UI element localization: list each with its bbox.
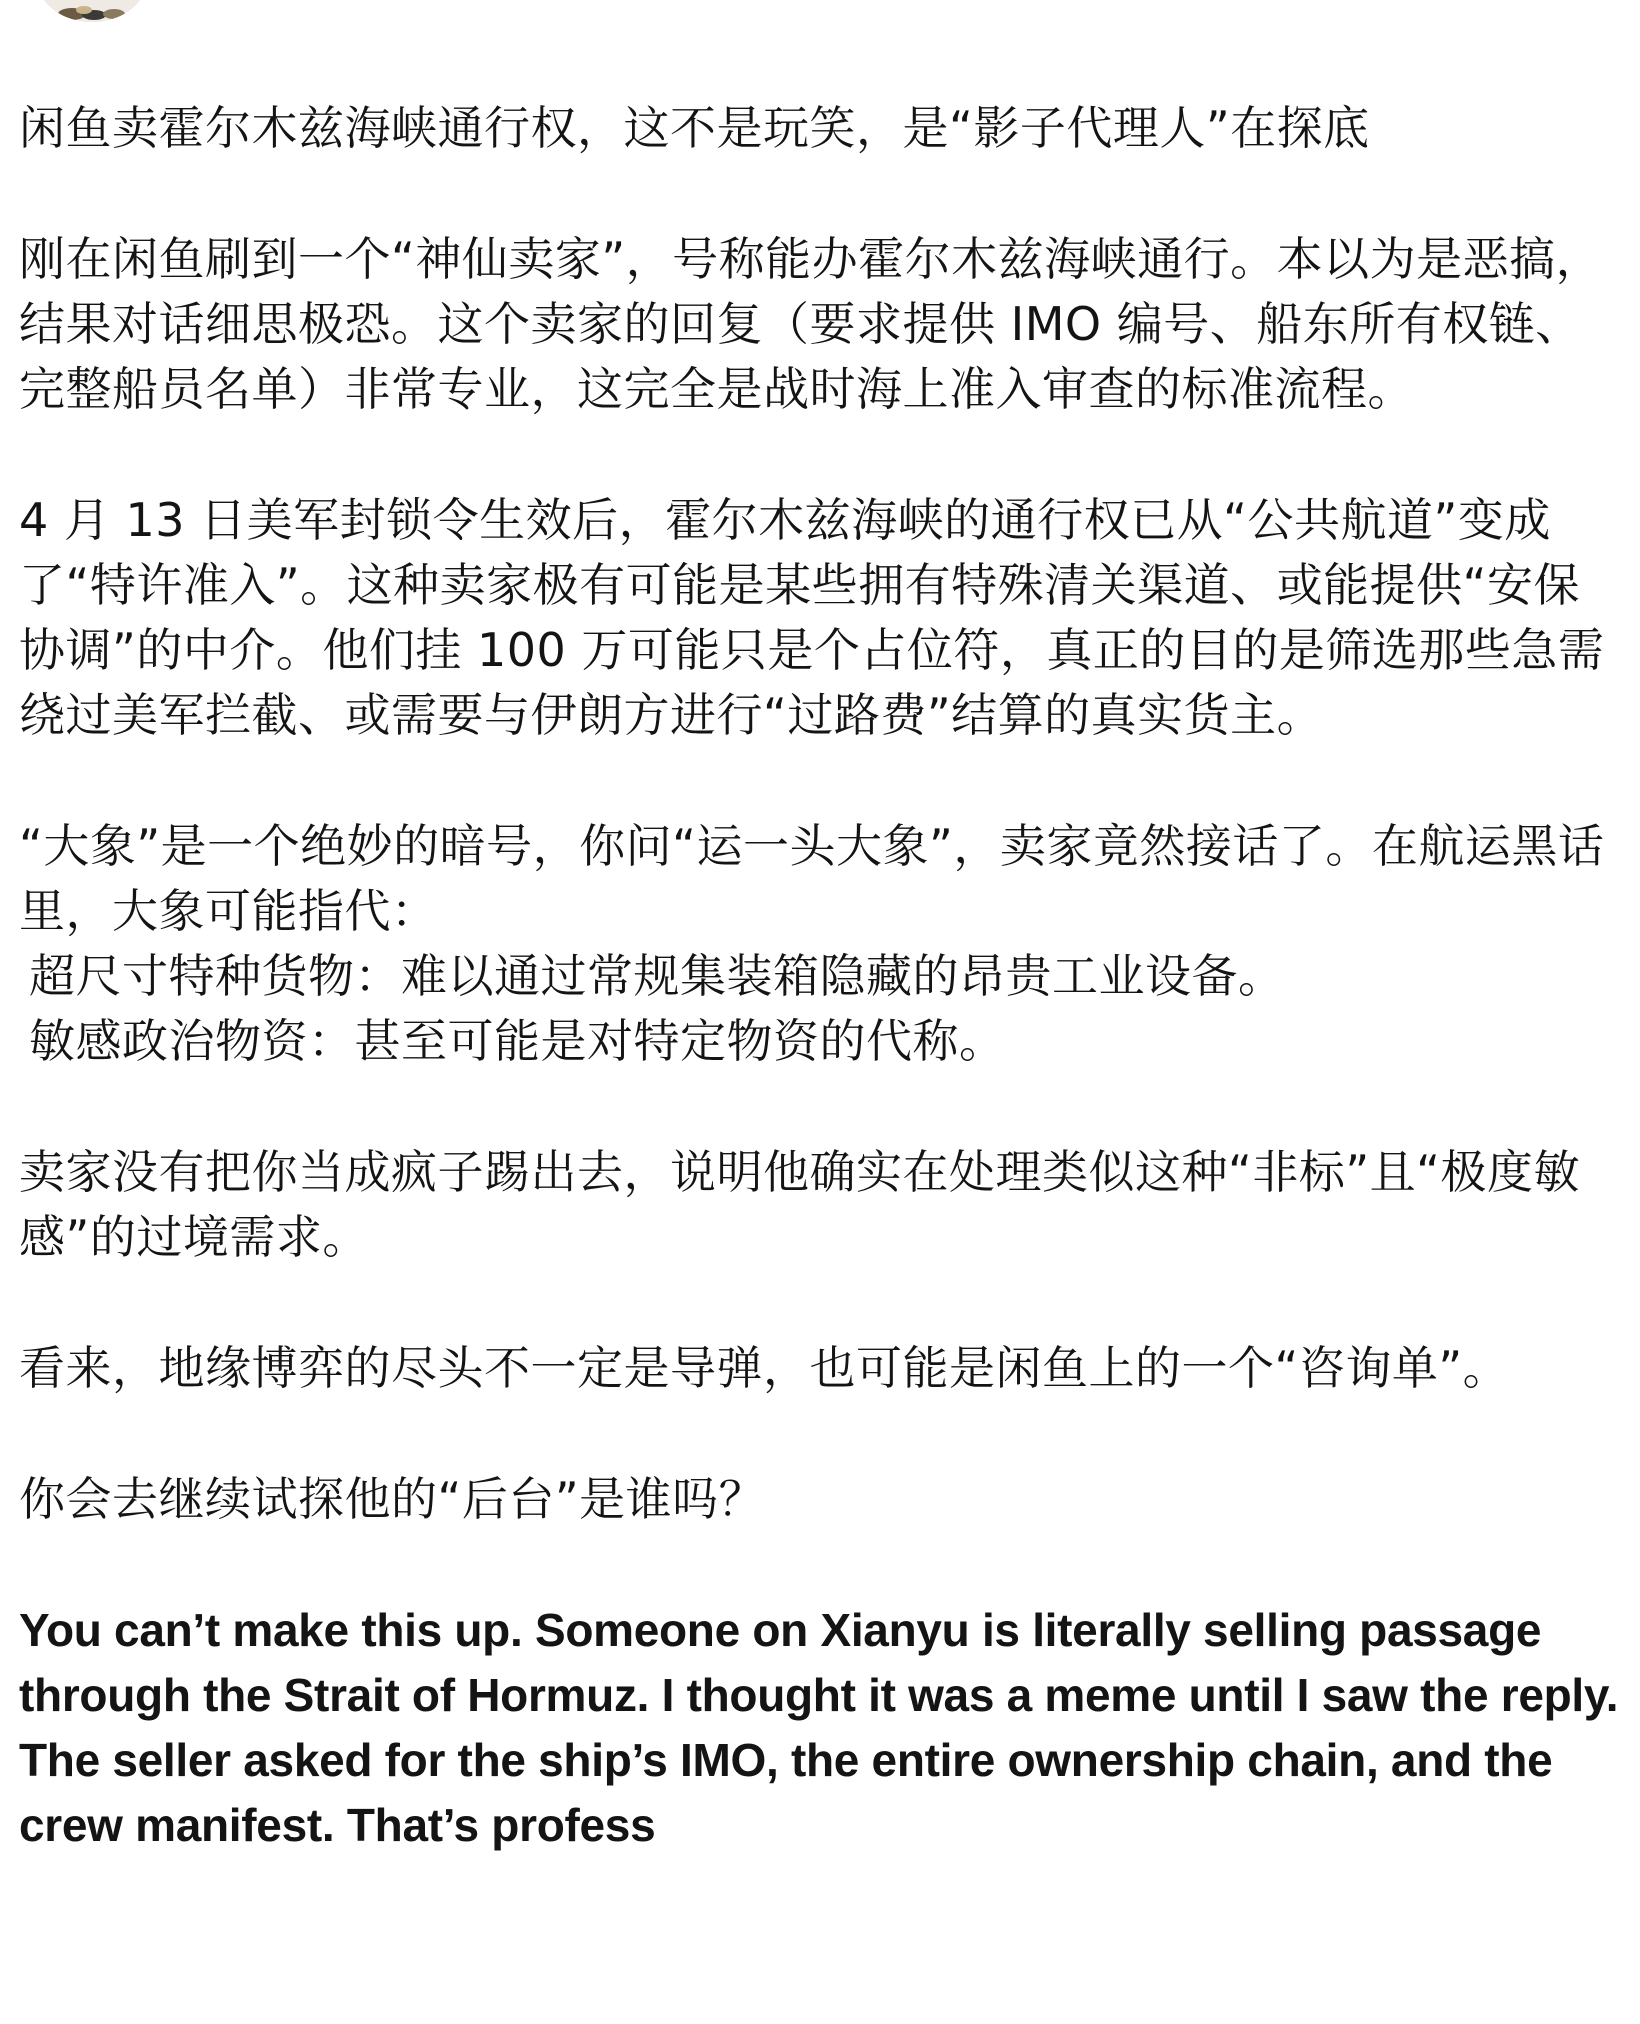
avatar-icon — [38, 0, 146, 22]
paragraph-gap — [19, 1270, 1624, 1336]
english-translation: You can’t make this up. Someone on Xianyu is literally selling passage through the Strait of Hormuz. I thought it was a meme until I saw the reply. The seller asked for the ship’s IMO, the entire ownership chain, and the crew manifest. That’s profess — [19, 1604, 1619, 1851]
paragraph-6: 你会去继续试探他的“后台”是谁吗？ — [19, 1472, 766, 1526]
paragraph-4: 卖家没有把你当成疯子踢出去，说明他确实在处理类似这种“非标”且“极度敏感”的过境需求。 — [19, 1145, 1580, 1264]
paragraph-gap — [19, 422, 1624, 488]
paragraph-gap — [19, 1074, 1624, 1140]
avatar[interactable] — [38, 0, 146, 22]
post-body — [19, 96, 1624, 1858]
paragraph-gap — [19, 161, 1624, 227]
paragraph-gap — [19, 748, 1624, 814]
post-title: 闲鱼卖霍尔木兹海峡通行权，这不是玩笑，是“影子代理人”在探底 — [19, 101, 1370, 155]
watermark-overlay — [1200, 1946, 1630, 2016]
paragraph-2: 4 月 13 日美军封锁令生效后，霍尔木兹海峡的通行权已从“公共航道”变成了“特许准入”。这种卖家极有可能是某些拥有特殊清关渠道、或能提供“安保协调”的中介。他们挂 100 万可能只是个占位符，真正的目的是筛选那些急需绕过美军拦截、或需要与伊朗方进行“过路费”结算的真实货主。 — [19, 493, 1605, 742]
paragraph-gap — [19, 1532, 1624, 1598]
paragraph-1: 刚在闲鱼刷到一个“神仙卖家”，号称能办霍尔木兹海峡通行。本以为是恶搞，结果对话细思极恐。这个卖家的回复（要求提供 IMO 编号、船东所有权链、完整船员名单）非常专业，这完全是战时海上准入审查的标准流程。 — [19, 232, 1603, 416]
paragraph-gap — [19, 1401, 1624, 1467]
paragraph-3: “大象”是一个绝妙的暗号，你问“运一头大象”，卖家竟然接话了。在航运黑话里，大象可能指代： — [19, 819, 1605, 938]
list-item: 超尺寸特种货物：难以通过常规集装箱隐藏的昂贵工业设备。 — [29, 949, 1285, 1003]
list-item: 敏感政治物资：甚至可能是对特定物资的代称。 — [29, 1014, 1006, 1068]
paragraph-5: 看来，地缘博弈的尽头不一定是导弹，也可能是闲鱼上的一个“咨询单”。 — [19, 1341, 1510, 1395]
